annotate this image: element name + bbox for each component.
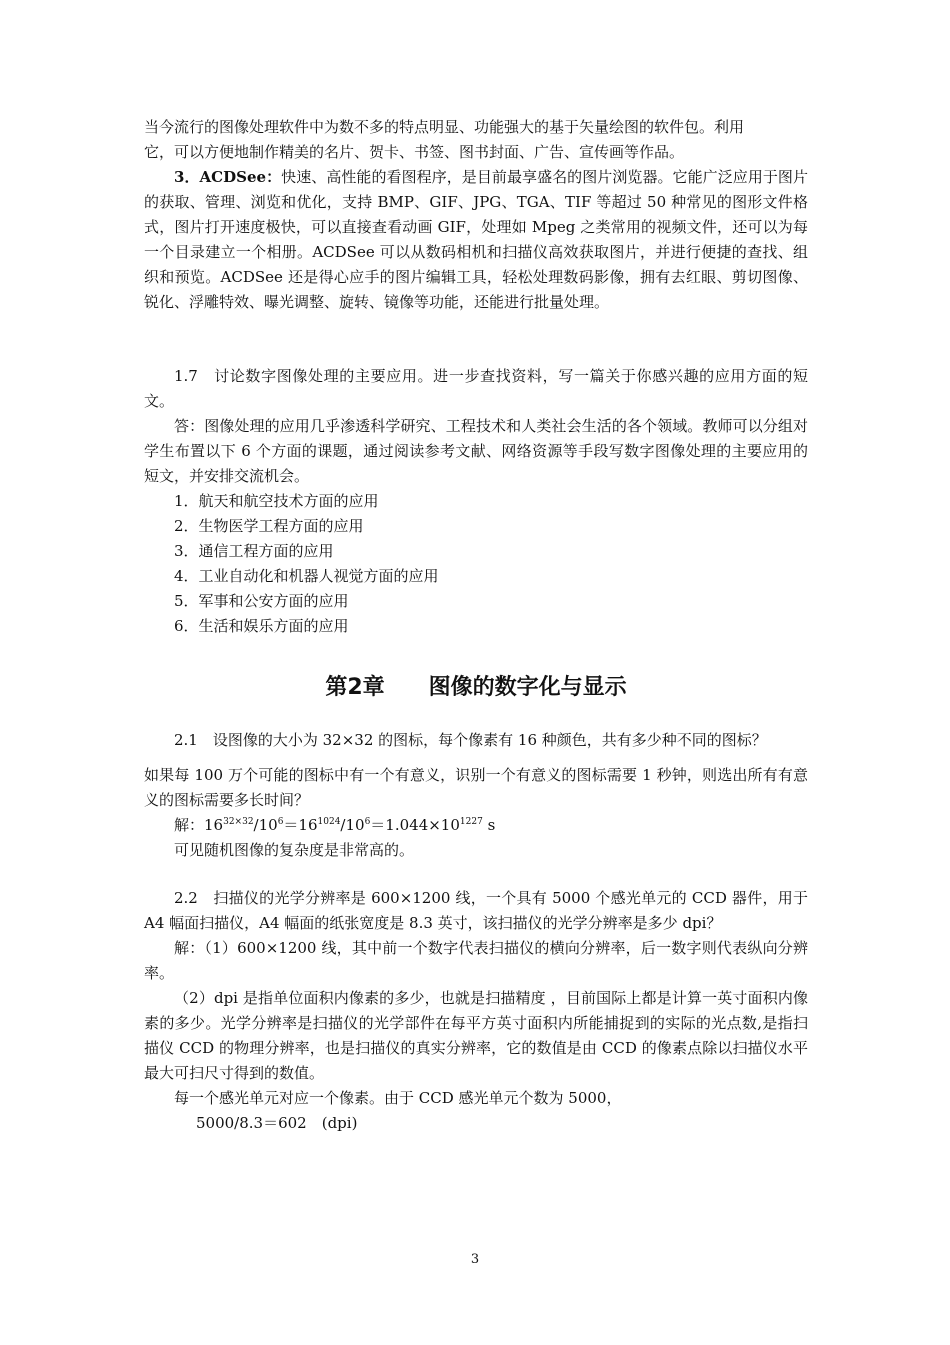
- list-item: 1．航天和航空技术方面的应用: [174, 492, 379, 510]
- solution-2-2-part-3: 每一个感光单元对应一个像素。由于 CCD 感光单元个数为 5000，: [174, 1089, 622, 1107]
- solution-2-1: 解：$16^{32\times 32}/10^6=16^{1024}/10^6=1.044\times 10^{1227}$ s: [174, 816, 496, 834]
- solution-2-2-part-2: （2）dpi 是指单位面积内像素的多少，也就是扫描精度 ，目前国际上都是计算一英寸面积内像素的多少。光学分辨率是扫描仪的光学部件在每平方英寸面积内所能捕捉到的实际的光点数,是指扫描仪 CCD 的物理分辨率，也是扫描仪的真实分辨率，它的数值是由 CCD 的像素点除以扫描仪水平最大可扫尺寸得到的数值。: [144, 989, 808, 1082]
- question-1-7-text: 1.7 讨论数字图像处理的主要应用。进一步查找资料，写一篇关于你感兴趣的应用方面的短文。: [144, 367, 808, 410]
- list-item: 4．工业自动化和机器人视觉方面的应用: [174, 567, 439, 585]
- question-2-2: [144, 886, 808, 1136]
- intro-paragraph: [144, 115, 808, 165]
- list-item: 5．军事和公安方面的应用: [174, 592, 349, 610]
- list-item: 3．通信工程方面的应用: [174, 542, 334, 560]
- question-2-1-cont-text: 如果每 100 万个可能的图标中有一个有意义，识别一个有意义的图标需要 1 秒钟，则选出所有有意义的图标需要多长时间？: [144, 766, 808, 809]
- question-2-1: [144, 728, 808, 753]
- solution-2-2-part-1: 解：（1）600×1200 线，其中前一个数字代表扫描仪的横向分辨率，后一数字则代表纵向分辨率。: [144, 939, 808, 982]
- acdsee-paragraph: [144, 165, 808, 315]
- list-item: 6．生活和娱乐方面的应用: [174, 617, 349, 635]
- page-number: 3: [470, 1252, 480, 1267]
- chapter-number: 第2章: [325, 675, 385, 700]
- answer-1-7-text: 答：图像处理的应用几乎渗透科学研究、工程技术和人类社会生活的各个领域。教师可以分组对学生布置以下 6 个方面的课题，通过阅读参考文献、网络资源等手段写数字图像处理的主要应用的短文，并安排交流机会。: [144, 417, 808, 485]
- question-2-1-text: 2.1 设图像的大小为 32×32 的图标，每个像素有 16 种颜色，共有多少种不同的图标？: [174, 731, 767, 749]
- question-1-7: [144, 364, 808, 639]
- list-item: 2．生物医学工程方面的应用: [174, 517, 364, 535]
- acdsee-text: 快速、高性能的看图程序，是目前最享盛名的图片浏览器。它能广泛应用于图片的获取、管理、浏览和优化，支持 BMP、GIF、JPG、TGA、TIF 等超过 50 种常见的图形文件格式，图片打开速度极快，可以直接查看动画 GIF，处理如 Mpeg 之类常用的视频文件，还可以为每一个目录建立一个相册。ACDSee 可以从数码相机和扫描仪高效获取图片，并进行便捷的查找、组织和预览。ACDSee 还是得心应手的图片编辑工具，轻松处理数码影像，拥有去红眼、剪切图像、锐化、浮雕特效、曝光调整、旋转、镜像等功能，还能进行批量处理。: [144, 168, 808, 311]
- intro-line-1: 当今流行的图像处理软件中为数不多的特点明显、功能强大的基于矢量绘图的软件包。利用: [144, 118, 745, 136]
- intro-line-2: 它，可以方便地制作精美的名片、贺卡、书签、图书封面、广告、宣传画等作品。: [144, 143, 685, 161]
- acdsee-label: 3．ACDSee：: [174, 168, 282, 186]
- chapter-heading: [144, 673, 808, 703]
- conclusion-2-1: 可见随机图像的复杂度是非常高的。: [174, 841, 415, 859]
- question-2-1-cont: [144, 763, 808, 863]
- question-2-2-text: 2.2 扫描仪的光学分辨率是 600×1200 线，一个具有 5000 个感光单元的 CCD 器件，用于 A4 幅面扫描仪，A4 幅面的纸张宽度是 8.3 英寸，该扫描仪的光学分辨率是多少 dpi？: [144, 889, 808, 932]
- chapter-title: 图像的数字化与显示: [428, 675, 627, 700]
- formula-2-2: 5000/8.3＝602 (dpi): [196, 1114, 358, 1132]
